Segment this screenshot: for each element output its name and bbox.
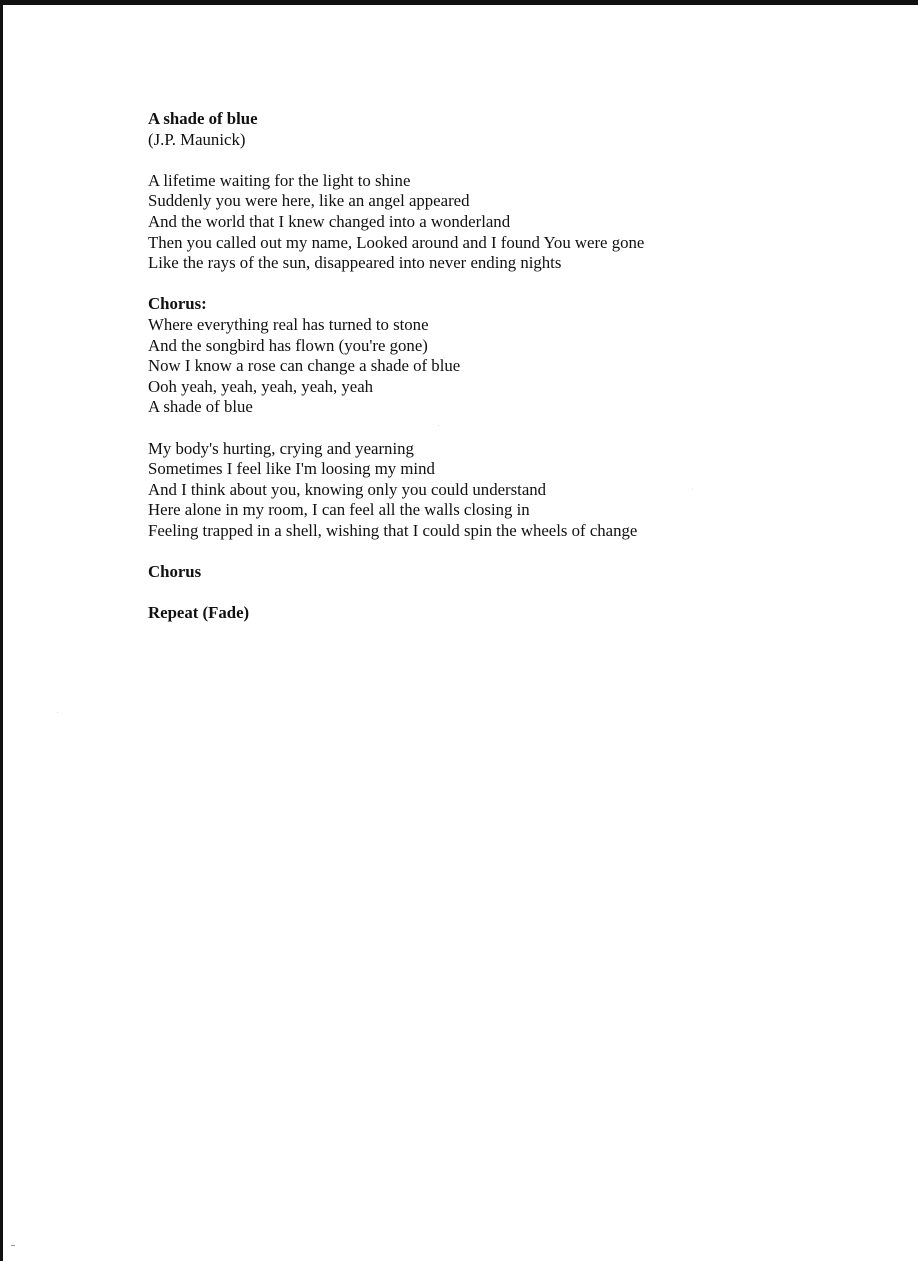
chorus-marker: Chorus bbox=[148, 562, 202, 582]
verse-1-line-3: And the world that I knew changed into a wonderland bbox=[148, 211, 511, 231]
verse-2-line-5: Feeling trapped in a shell, wishing that I could spin the wheels of change bbox=[148, 520, 638, 540]
scan-speck bbox=[692, 489, 693, 490]
chorus-line-5: A shade of blue bbox=[148, 397, 253, 417]
verse-1-line-4: Then you called out my name, Looked around and I found You were gone bbox=[148, 232, 645, 252]
verse-2 bbox=[148, 439, 888, 542]
verse-2-line-4: Here alone in my room, I can feel all the walls closing in bbox=[148, 500, 530, 520]
lyrics-document bbox=[148, 109, 888, 624]
spacer bbox=[148, 541, 888, 562]
scan-speck bbox=[57, 712, 58, 713]
chorus-line-3: Now I know a rose can change a shade of blue bbox=[148, 356, 461, 376]
chorus-line-1: Where everything real has turned to stone bbox=[148, 314, 429, 334]
scan-border-left bbox=[0, 0, 3, 1261]
verse-1-line-5: Like the rays of the sun, disappeared into never ending nights bbox=[148, 253, 562, 273]
repeat-marker: Repeat (Fade) bbox=[148, 603, 250, 623]
verse-2-line-1: My body's hurting, crying and yearning bbox=[148, 438, 414, 458]
chorus-heading: Chorus: bbox=[148, 294, 207, 314]
song-title: A shade of blue bbox=[148, 109, 258, 128]
spacer bbox=[148, 150, 888, 171]
scan-speck bbox=[11, 1245, 15, 1246]
verse-1-line-1: A lifetime waiting for the light to shine bbox=[148, 170, 411, 190]
chorus bbox=[148, 315, 888, 418]
scan-speck bbox=[438, 425, 439, 426]
scan-border-top bbox=[0, 0, 918, 5]
verse-2-line-2: Sometimes I feel like I'm loosing my mind bbox=[148, 459, 435, 479]
verse-1-line-2: Suddenly you were here, like an angel appeared bbox=[148, 191, 470, 211]
spacer bbox=[148, 418, 888, 439]
spacer bbox=[148, 583, 888, 604]
verse-1 bbox=[148, 171, 888, 274]
song-author: (J.P. Maunick) bbox=[148, 129, 246, 149]
verse-2-line-3: And I think about you, knowing only you could understand bbox=[148, 479, 547, 499]
chorus-line-4: Ooh yeah, yeah, yeah, yeah, yeah bbox=[148, 376, 374, 396]
spacer bbox=[148, 274, 888, 295]
chorus-line-2: And the songbird has flown (you're gone) bbox=[148, 335, 428, 355]
